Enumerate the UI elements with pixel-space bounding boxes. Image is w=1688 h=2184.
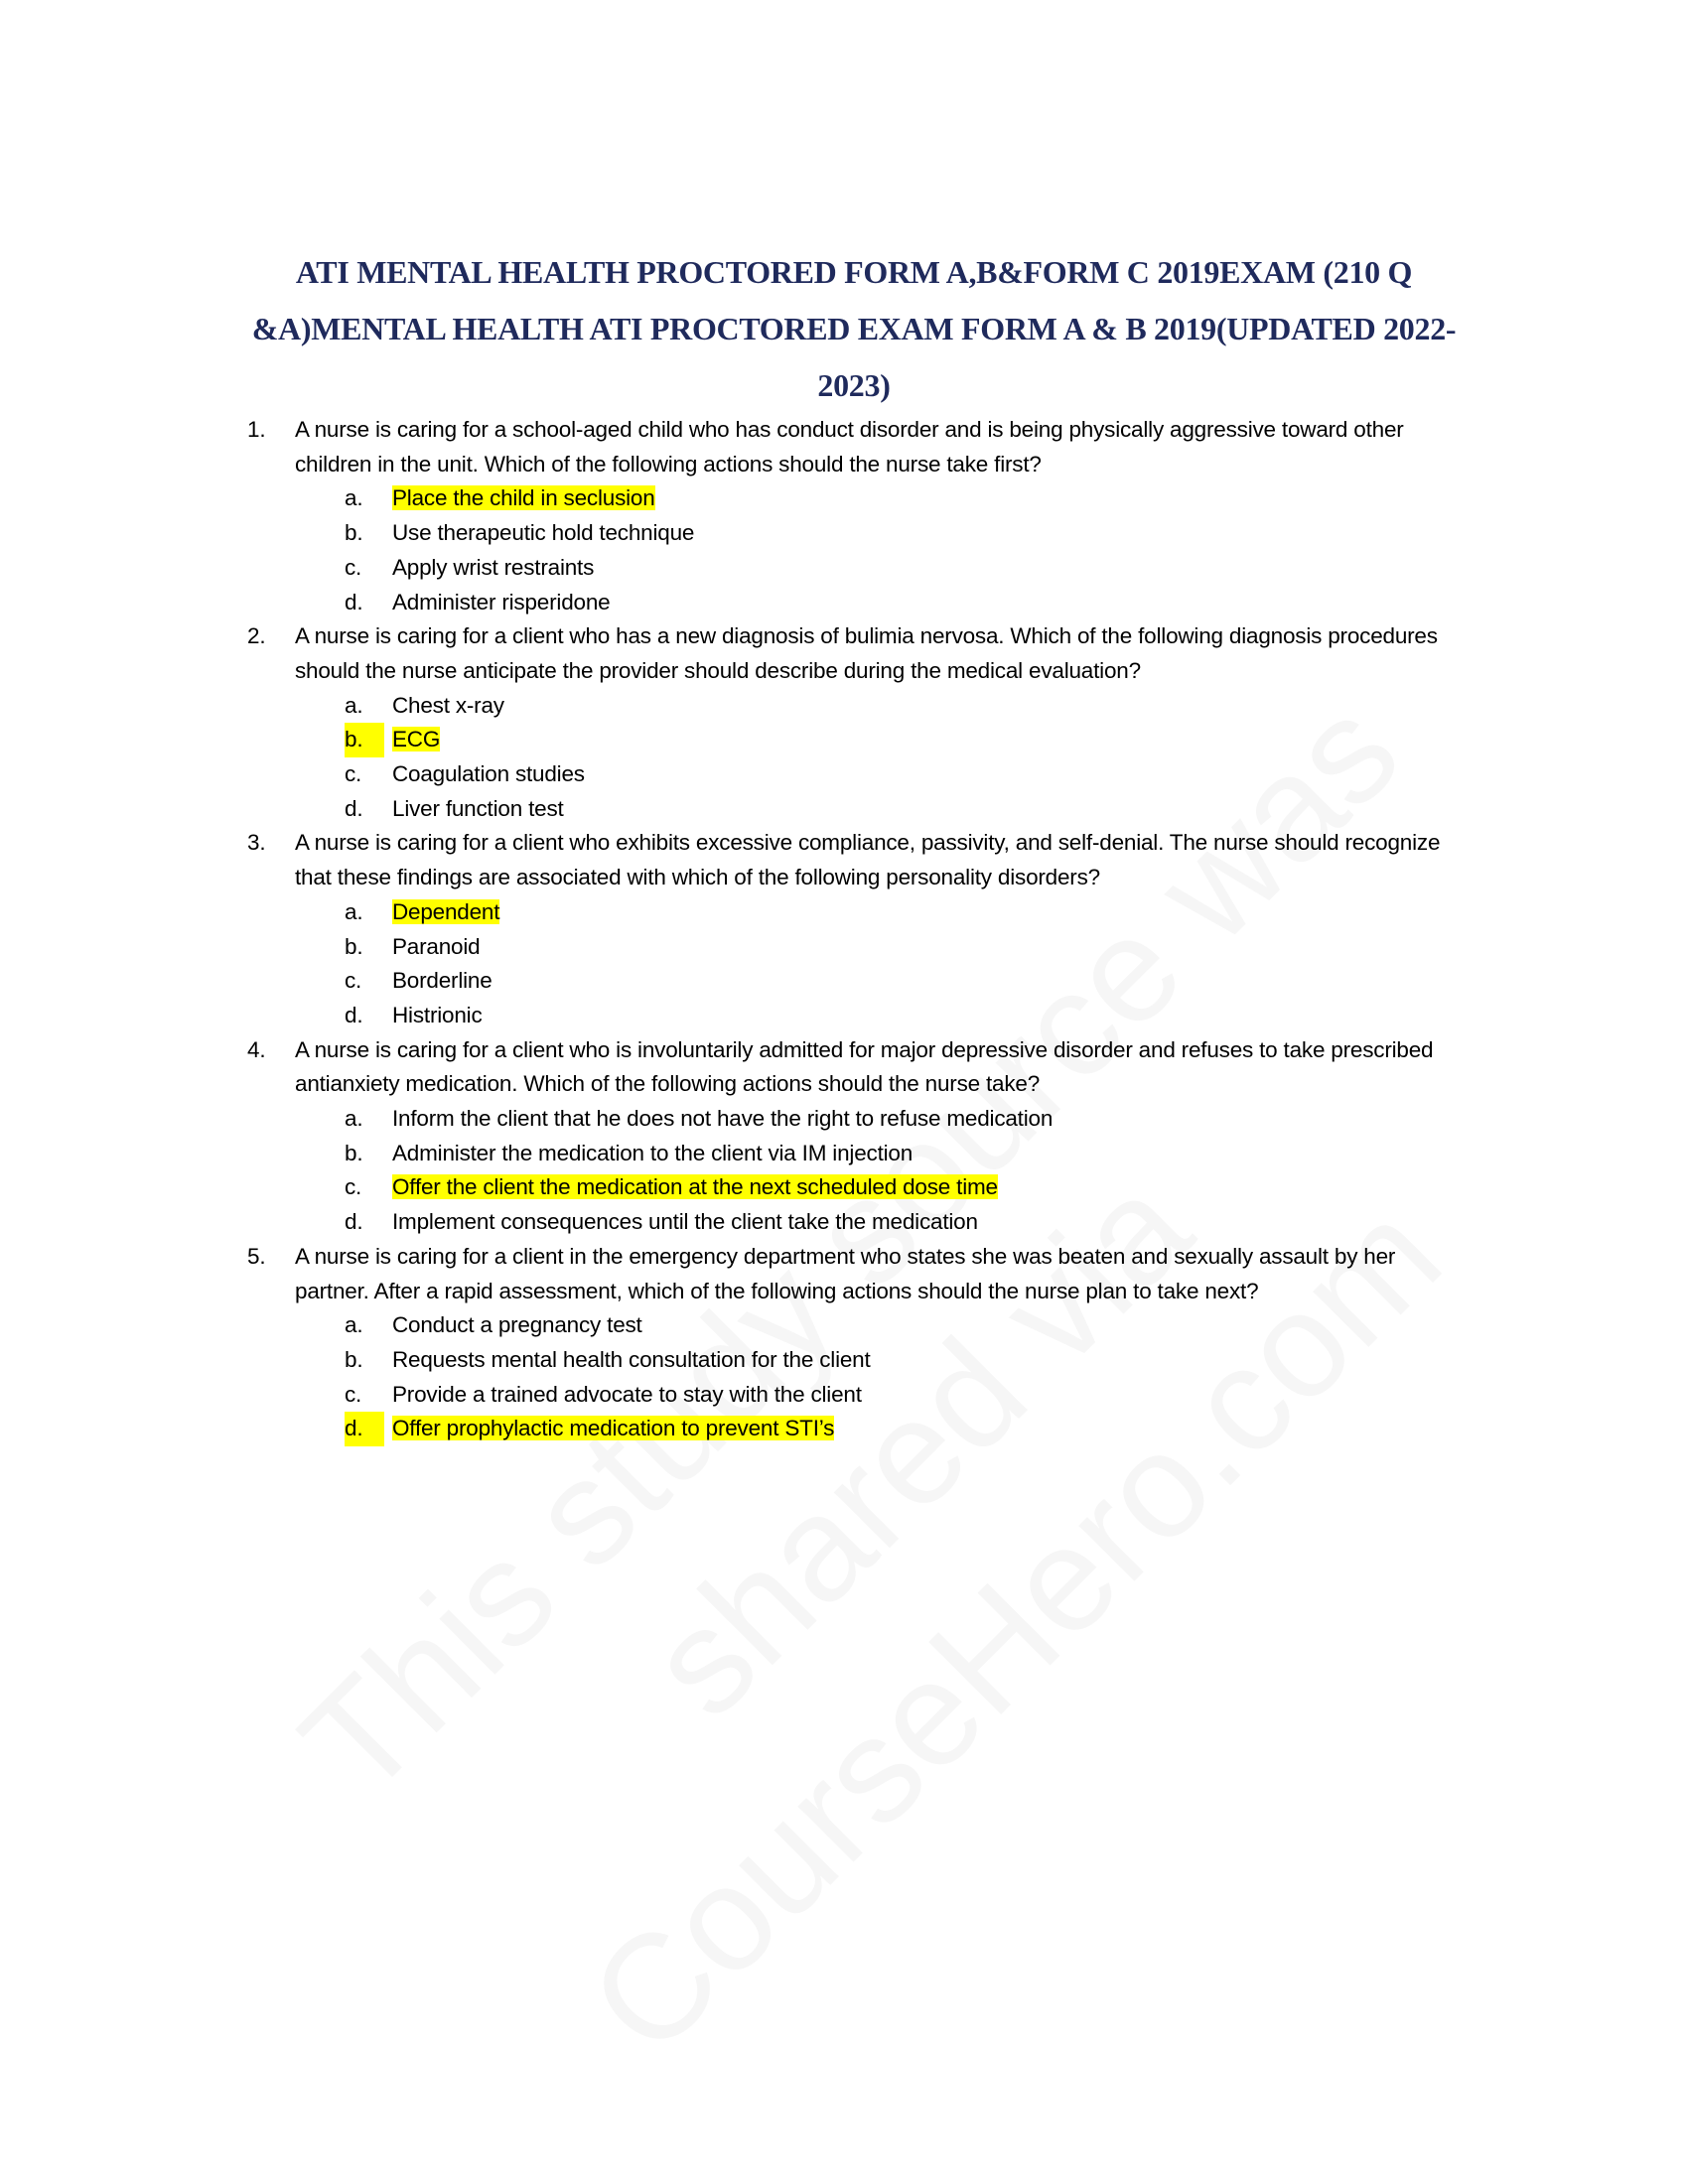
answer-options <box>295 1102 1469 1240</box>
question-number: 2. <box>247 623 266 649</box>
option-text: Paranoid <box>392 933 481 959</box>
question-number: 3. <box>247 830 266 856</box>
option-text: Apply wrist restraints <box>392 554 595 580</box>
answer-option <box>295 895 1469 930</box>
answer-options <box>295 1308 1469 1446</box>
option-letter: b. <box>345 933 363 959</box>
question-1 <box>247 413 1469 619</box>
option-letter: d. <box>345 1209 363 1235</box>
question-text: A nurse is caring for a client in the emergency department who states she was beaten and sexually assault by her partner. After a rapid assessment, which of the following actions should the nurse plan to take next? <box>295 1243 1396 1303</box>
answer-option <box>295 792 1469 827</box>
answer-option <box>295 1308 1469 1343</box>
question-text: A nurse is caring for a client who exhibits excessive compliance, passivity, and self-denial. The nurse should recognize that these findings are associated with which of the following personality disorders? <box>295 830 1441 890</box>
option-letter: c. <box>345 761 362 787</box>
answer-option <box>295 481 1469 516</box>
question-text: A nurse is caring for a school-aged child who has conduct disorder and is being physically aggressive toward other children in the unit. Which of the following actions should the nurse take first? <box>295 417 1404 477</box>
option-text: Provide a trained advocate to stay with the client <box>392 1381 862 1407</box>
option-letter: c. <box>345 968 362 994</box>
option-letter: d. <box>345 589 363 614</box>
option-letter: c. <box>345 1381 362 1407</box>
option-text: Implement consequences until the client take the medication <box>392 1209 978 1235</box>
highlighted-answer-text: Place the child in seclusion <box>392 485 655 511</box>
option-letter: a. <box>345 1106 363 1132</box>
option-letter: a. <box>345 485 363 511</box>
question-4 <box>247 1033 1469 1240</box>
answer-option <box>295 1137 1469 1171</box>
option-letter: d. <box>345 795 363 821</box>
option-letter: a. <box>345 692 363 718</box>
document-title: ATI MENTAL HEALTH PROCTORED FORM A,B&FORM C 2019EXAM (210 Q &A)MENTAL HEALTH ATI PROCTORED EXAM FORM A & B 2019(UPDATED 2022-2023) <box>251 254 1457 403</box>
answer-option <box>295 930 1469 965</box>
option-letter: a. <box>345 1312 363 1338</box>
answer-option <box>295 516 1469 551</box>
question-text: A nurse is caring for a client who has a new diagnosis of bulimia nervosa. Which of the following diagnosis procedures should the nurse anticipate the provider should describe during the medical evaluation? <box>295 623 1438 683</box>
answer-option <box>295 1343 1469 1378</box>
answer-option <box>295 999 1469 1033</box>
answer-options <box>295 895 1469 1033</box>
answer-option <box>295 689 1469 724</box>
answer-option <box>295 1102 1469 1137</box>
question-2 <box>247 619 1469 826</box>
answer-option <box>295 551 1469 586</box>
option-text: Administer risperidone <box>392 589 611 614</box>
question-number: 5. <box>247 1243 266 1269</box>
highlighted-answer-text: Offer prophylactic medication to prevent STI’s <box>392 1416 835 1441</box>
option-letter: d. <box>345 1002 363 1027</box>
answer-option <box>295 1205 1469 1240</box>
option-letter: b. <box>345 520 363 546</box>
option-text: Coagulation studies <box>392 761 585 787</box>
question-number: 1. <box>247 417 266 442</box>
option-text: Use therapeutic hold technique <box>392 520 695 546</box>
option-letter: b. <box>345 1346 363 1372</box>
answer-option <box>295 964 1469 999</box>
question-text: A nurse is caring for a client who is involuntarily admitted for major depressive disorder and refuses to take prescribed antianxiety medication. Which of the following actions should the nurse take? <box>295 1036 1434 1097</box>
option-text: Liver function test <box>392 795 564 821</box>
answer-option <box>295 1378 1469 1413</box>
question-list <box>247 413 1469 1446</box>
option-text: Histrionic <box>392 1002 483 1027</box>
option-letter: d. <box>345 1412 384 1446</box>
highlighted-answer-text: Offer the client the medication at the next scheduled dose time <box>392 1174 998 1200</box>
answer-options <box>295 481 1469 619</box>
question-3 <box>247 826 1469 1032</box>
answer-option <box>295 1170 1469 1205</box>
option-letter: a. <box>345 898 363 924</box>
question-5 <box>247 1240 1469 1446</box>
question-number: 4. <box>247 1036 266 1062</box>
option-text: Requests mental health consultation for the client <box>392 1346 871 1372</box>
option-letter: c. <box>345 554 362 580</box>
option-text: Chest x-ray <box>392 692 504 718</box>
answer-option <box>295 586 1469 620</box>
answer-option <box>295 1412 1469 1446</box>
option-text: Inform the client that he does not have the right to refuse medication <box>392 1106 1054 1132</box>
highlighted-answer-text: ECG <box>392 727 441 752</box>
option-text: Conduct a pregnancy test <box>392 1312 642 1338</box>
highlighted-answer-text: Dependent <box>392 898 500 924</box>
option-letter: b. <box>345 1140 363 1165</box>
option-text: Borderline <box>392 968 492 994</box>
answer-option <box>295 757 1469 792</box>
option-letter: c. <box>345 1174 362 1200</box>
option-text: Administer the medication to the client via IM injection <box>392 1140 914 1165</box>
option-letter: b. <box>345 723 384 757</box>
answer-options <box>295 689 1469 827</box>
answer-option <box>295 723 1469 757</box>
